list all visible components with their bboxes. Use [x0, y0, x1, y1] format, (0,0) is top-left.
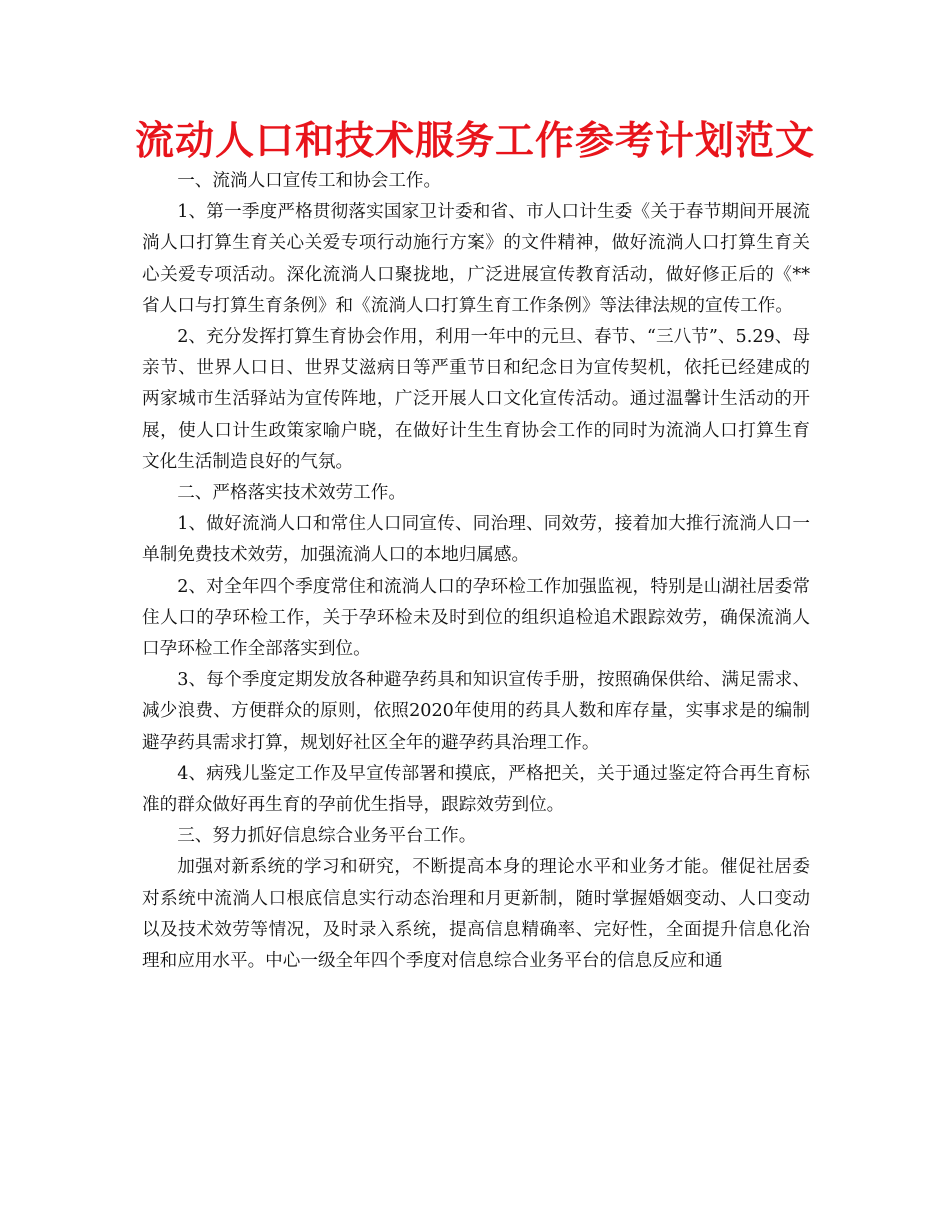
paragraph: 2、充分发挥打算生育协会作用，利用一年中的元旦、春节、“三八节”、5.29、母亲节、世界人口日、世界艾滋病日等严重节日和纪念日为宣传契机，依托已经建成的两家城市生活驿站为宣传阵地，广泛开展人口文化宣传活动。通过温馨计生活动的开展，使人口计生政策家喻户晓，在做好计生生育协会工作的同时为流淌人口打算生育文化生活制造良好的气氛。 — [142, 327, 810, 472]
paragraph: 4、病残儿鉴定工作及早宣传部署和摸底，严格把关，关于通过鉴定符合再生育标准的群众做好再生育的孕前优生指导，跟踪效劳到位。 — [142, 763, 810, 816]
paragraph: 2、对全年四个季度常住和流淌人口的孕环检工作加强监视，特别是山湖社居委常住人口的孕环检工作，关于孕环检未及时到位的组织追检追术跟踪效劳，确保流淌人口孕环检工作全部落实到位。 — [142, 576, 810, 660]
paragraph: 加强对新系统的学习和研究，不断提高本身的理论水平和业务才能。催促社居委对系统中流淌人口根底信息实行动态治理和月更新制，随时掌握婚姻变动、人口变动以及技术效劳等情况，及时录入系统，提高信息精确率、完好性，全面提升信息化治理和应用水平。中心一级全年四个季度对信息综合业务平台的信息反应和通 — [142, 857, 810, 972]
section-heading: 二、严格落实技术效劳工作。 — [177, 483, 406, 504]
paragraph: 1、第一季度严格贯彻落实国家卫计委和省、市人口计生委《关于春节期间开展流淌人口打算生育关心关爱专项行动施行方案》的文件精神，做好流淌人口打算生育关心关爱专项活动。深化流淌人口聚拢地，广泛进展宣传教育活动，做好修正后的《**省人口与打算生育条例》和《流淌人口打算生育工作条例》等法律法规的宣传工作。 — [142, 202, 810, 316]
paragraph: 3、每个季度定期发放各种避孕药具和知识宣传手册，按照确保供给、满足需求、减少浪费、方便群众的原则，依照2020年使用的药具人数和库存量，实事求是的编制避孕药具需求打算，规划好社区全年的避孕药具治理工作。 — [142, 670, 810, 753]
document-body — [142, 166, 810, 977]
section-heading: 三、努力抓好信息综合业务平台工作。 — [177, 826, 477, 847]
section-heading: 一、流淌人口宣传工和协会工作。 — [177, 171, 442, 191]
paragraph: 1、做好流淌人口和常住人口同宣传、同治理、同效劳，接着加大推行流淌人口一单制免费技术效劳，加强流淌人口的本地归属感。 — [142, 514, 810, 566]
page-title: 流动人口和技术服务工作参考计划范文 — [134, 119, 815, 164]
